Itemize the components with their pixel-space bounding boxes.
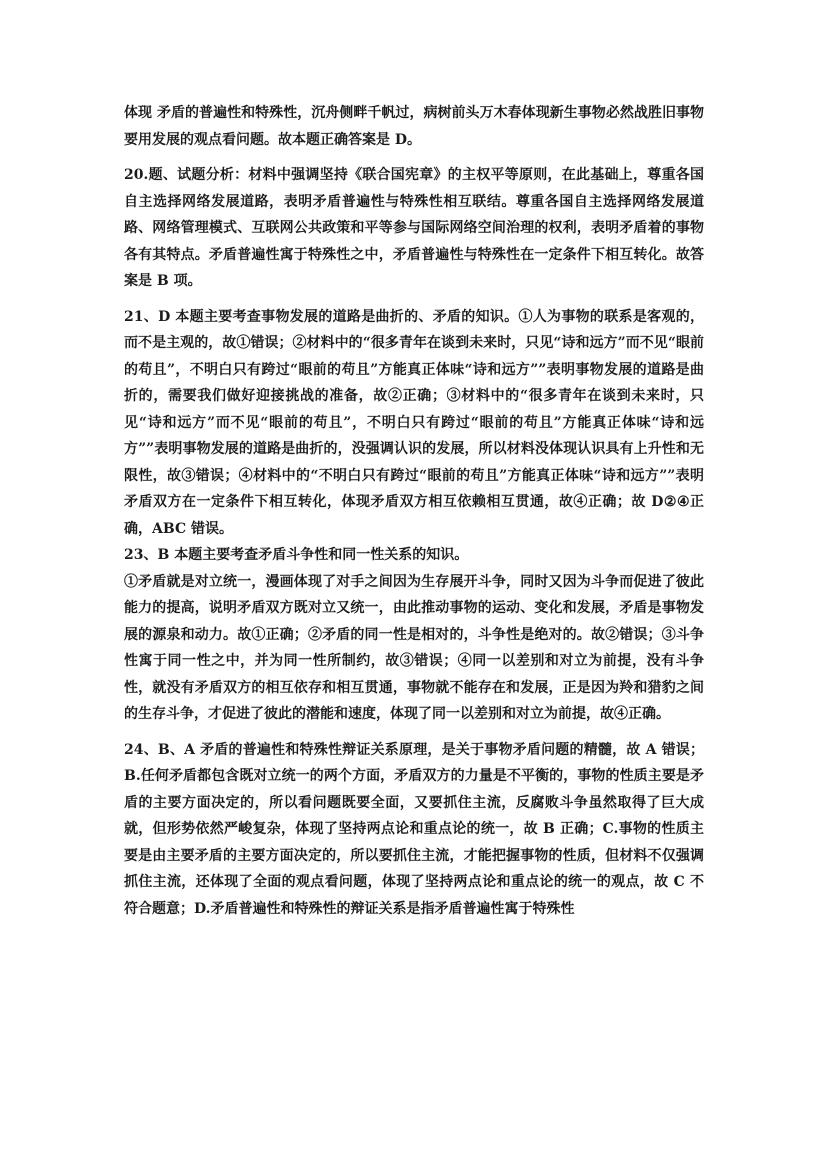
paragraph-question-24: 24、B、A 矛盾的普遍性和特殊性辩证关系原理，是关于事物矛盾问题的精髓，故 A 错误；B.任何矛盾都包含既对立统一的两个方面，矛盾双方的力量是不平衡的，事物的性质主要是矛盾的主要方面决定的，所以看问题既要全面，又要抓住主流，反腐败斗争虽然取得了巨大成就，但形势依然严峻复杂，体现了坚持两点论和重点论的统一，故 B 正确；C.事物的性质主要是由主要矛盾的主要方面决定的，所以要抓住主流，才能把握事物的性质，但材料不仅强调抓住主流，还体现了全面的观点看问题，体现了坚持两点论和重点论的统一的观点，故 C 不符合题意；D.矛盾普遍性和特殊性的辩证关系是指矛盾普遍性寓于特殊性 — [124, 741, 704, 917]
document-body — [124, 100, 704, 922]
paragraph-continuation: 体现 矛盾的普遍性和特殊性，沉舟侧畔千帆过，病树前头万木春体现新生事物必然战胜旧事物要用发展的观点看问题。故本题正确答案是 D。 — [124, 105, 704, 148]
paragraph-question-20: 20.题、试题分析：材料中强调坚持《联合国宪章》的主权平等原则，在此基础上，尊重各国自主选择网络发展道路，表明矛盾普遍性与特殊性相互联结。尊重各国自主选择网络发展道路、网络管理模式、互联网公共政策和平等参与国际网络空间治理的权利，表明矛盾着的事物各有其特点。矛盾普遍性寓于特殊性之中，矛盾普遍性与特殊性在一定条件下相互转化。故答案是 B 项。 — [124, 167, 704, 289]
paragraph-question-23-body: ①矛盾就是对立统一，漫画体现了对手之间因为生存展开斗争，同时又因为斗争而促进了彼此能力的提高，说明矛盾双方既对立又统一，由此推动事物的运动、变化和发展，矛盾是事物发展的源泉和动力。故①正确；②矛盾的同一性是相对的，斗争性是绝对的。故②错误；③斗争性寓于同一性之中，并为同一性所制约，故③错误；④同一以差别和对立为前提，没有斗争性，就没有矛盾双方的相互依存和相互贯通，事物就不能存在和发展，正是因为羚和猎豹之间的生存斗争，才促进了彼此的潜能和速度，体现了同一以差别和对立为前提，故④正确。 — [124, 573, 704, 722]
paragraph-question-21: 21、D 本题主要考查事物发展的道路是曲折的、矛盾的知识。①人为事物的联系是客观的，而不是主观的，故①错误；②材料中的“很多青年在谈到未来时，只见“诗和远方”而不见“眼前的苟且”，不明白只有跨过“眼前的苟且”方能真正体味“诗和远方””表明事物发展的道路是曲折的，需要我们做好迎接挑战的准备，故②正确；③材料中的“很多青年在谈到未来时，只见“诗和远方”而不见“眼前的苟且”，不明白只有跨过“眼前的苟且”方能真正体味“诗和远方””表明事物发展的道路是曲折的，没强调认识的发展，所以材料没体现认识具有上升性和无限性，故③错误；④材料中的“不明白只有跨过“眼前的苟且”方能真正体味“诗和远方””表明矛盾双方在一定条件下相互转化，体现矛盾双方相互依赖相互贯通，故④正确；故 D②④正确，ABC 错误。 — [124, 308, 704, 537]
paragraph-question-23-heading: 23、B 本题主要考查矛盾斗争性和同一性关系的知识。 — [124, 547, 469, 563]
